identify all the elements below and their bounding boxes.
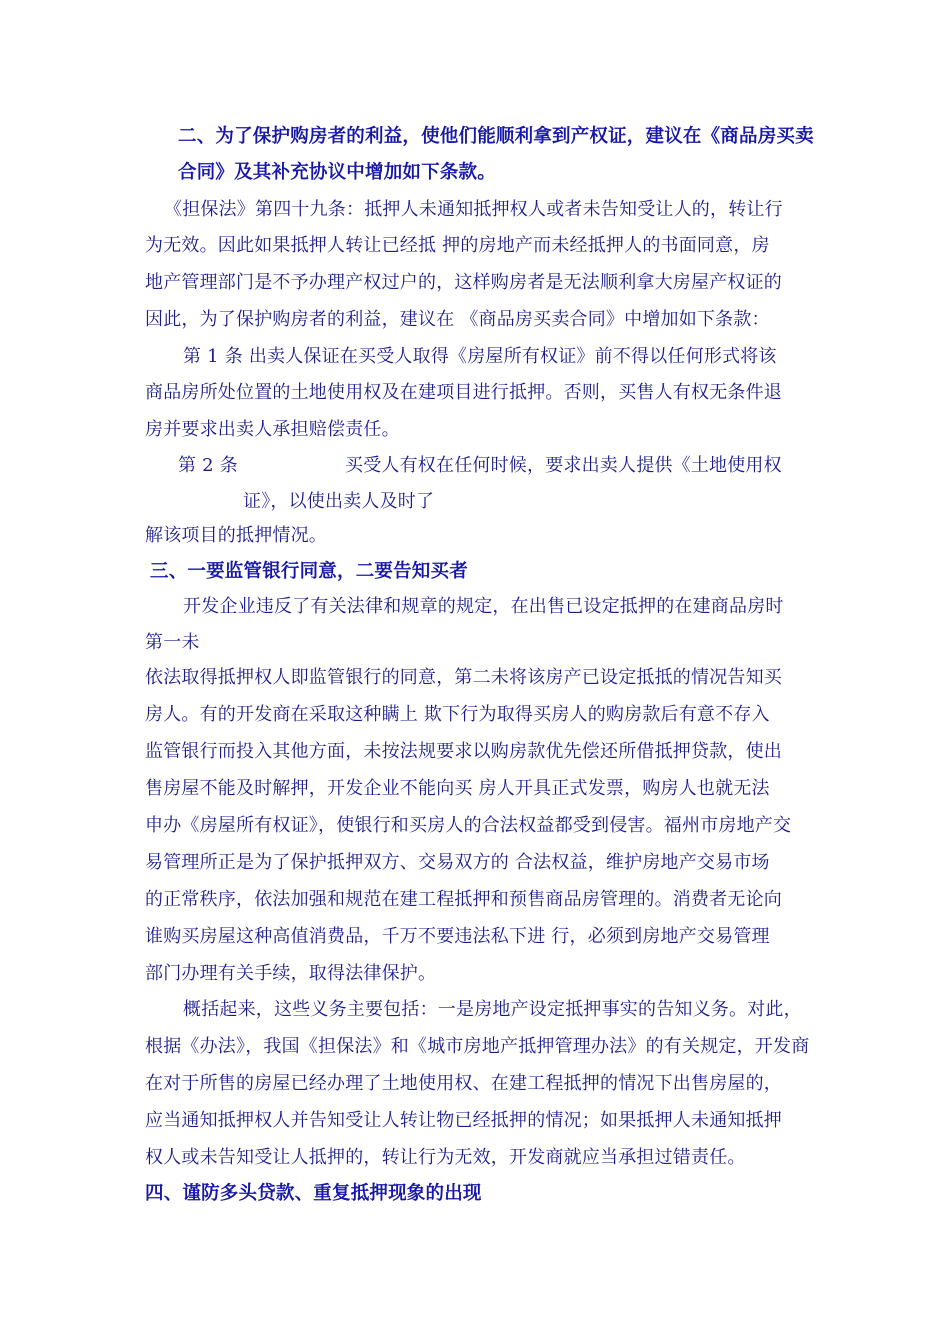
article-2-line: 解该项目的抵押情况。: [145, 525, 327, 546]
section-heading-2-line2: 合同》及其补充协议中增加如下条款。: [178, 162, 496, 183]
article-1-line: 第 1 条 出卖人保证在买受人取得《房屋所有权证》前不得以任何形式将该: [183, 346, 777, 367]
paragraph-line: 因此，为了保护购房者的利益，建议在 《商品房买卖合同》中增加如下条款：: [145, 309, 770, 330]
paragraph-line: 在对于所售的房屋已经办理了土地使用权、在建工程抵押的情况下出售房屋的，: [145, 1073, 782, 1094]
article-1-line: 商品房所处位置的土地使用权及在建项目进行抵押。否则，买售人有权无条件退: [145, 382, 782, 403]
paragraph-line: 应当通知抵押权人并告知受让人转让物已经抵押的情况；如果抵押人未通知抵押: [145, 1110, 782, 1131]
paragraph-line: 为无效。因此如果抵押人转让已经抵 押的房地产而未经抵押人的书面同意，房: [145, 235, 770, 256]
paragraph-line: 谁购买房屋这种高值消费品，千万不要违法私下进 行，必须到房地产交易管理: [145, 926, 770, 947]
article-2-line: 买受人有权在任何时候，要求出卖人提供《土地使用权: [345, 455, 782, 476]
paragraph-line: 根据《办法》，我国《担保法》和《城市房地产抵押管理办法》的有关规定，开发商: [145, 1036, 810, 1057]
paragraph-line: 的正常秩序，依法加强和规范在建工程抵押和预售商品房管理的。消费者无论向: [145, 889, 782, 910]
paragraph-line: 监管银行而投入其他方面，未按法规要求以购房款优先偿还所借抵押贷款，使出: [145, 741, 782, 762]
section-heading-2-line1: 二、为了保护购房者的利益，使他们能顺利拿到产权证，建议在《商品房买卖: [178, 126, 814, 147]
paragraph-line: 售房屋不能及时解押，开发企业不能向买 房人开具正式发票，购房人也就无法: [145, 778, 770, 799]
section-heading-4: 四、谨防多头贷款、重复抵押现象的出现: [145, 1183, 482, 1204]
paragraph-line: 开发企业违反了有关法律和规章的规定，在出售已设定抵押的在建商品房时: [183, 596, 784, 617]
article-2-line: 证》，以使出卖人及时了: [243, 491, 435, 512]
paragraph-line: 概括起来，这些义务主要包括：一是房地产设定抵押事实的告知义务。对此，: [183, 999, 802, 1020]
paragraph-line: 地产管理部门是不予办理产权过户的，这样购房者是无法顺利拿大房屋产权证的: [145, 272, 782, 293]
article-2-label: 第 2 条: [178, 455, 238, 476]
paragraph-line: 部门办理有关手续，取得法律保护。: [145, 963, 437, 984]
paragraph-line: 易管理所正是为了保护抵押双方、交易双方的 合法权益，维护房地产交易市场: [145, 852, 770, 873]
paragraph-line: 房人。有的开发商在采取这种瞒上 欺下行为取得买房人的购房款后有意不存入: [145, 704, 770, 725]
paragraph-line: 依法取得抵押权人即监管银行的同意，第二未将该房产已设定抵抵的情况告知买: [145, 667, 782, 688]
section-heading-3: 三、一要监管银行同意，二要告知买者: [150, 561, 468, 582]
paragraph-line: 第一未: [145, 632, 200, 653]
paragraph-line: 权人或未告知受让人抵押的，转让行为无效，开发商就应当承担过错责任。: [145, 1147, 746, 1168]
paragraph-line: 申办《房屋所有权证》，使银行和买房人的合法权益都受到侵害。福州市房地产交: [145, 815, 792, 836]
article-1-line: 房并要求出卖人承担赔偿责任。: [145, 419, 400, 440]
paragraph-line: 《担保法》第四十九条：抵押人未通知抵押权人或者未告知受让人的，转让行: [164, 199, 783, 220]
